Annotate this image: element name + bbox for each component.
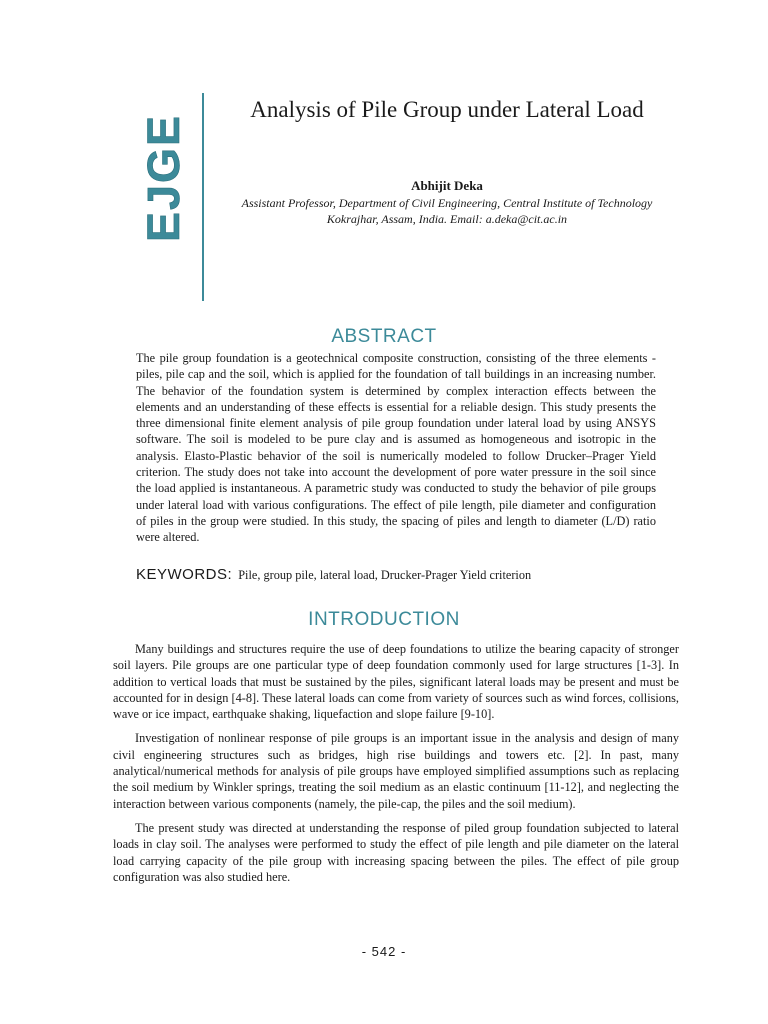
introduction-paragraph: Investigation of nonlinear response of pile groups is an important issue in the analysis and design of many civil engineering structures such as bridges, high rise buildings and towers etc. [2]. In past, many analytical/numerical methods for analysis of pile groups have employed simplified assumptions such as replacing the soil medium by Winkler springs, treating the soil medium as an elastic continuum [11-12], and neglecting the interaction between various components (namely, the pile-cap, the piles and the soil medium). bbox=[113, 731, 679, 811]
header-divider bbox=[202, 93, 204, 301]
introduction-paragraph: The present study was directed at understanding the response of piled group foundation subjected to lateral loads in clay soil. The analyses were performed to study the effect of pile length and pile diameter on the lateral load carrying capacity of the pile group with increasing spacing between the piles. The effect of pile group configuration was also studied here. bbox=[113, 820, 679, 884]
paper-title: Analysis of Pile Group under Lateral Load bbox=[250, 97, 644, 122]
journal-logo bbox=[142, 96, 192, 244]
introduction-heading: INTRODUCTION bbox=[308, 609, 460, 630]
author-name: Abhijit Deka bbox=[411, 178, 483, 193]
abstract-heading: ABSTRACT bbox=[331, 326, 437, 347]
introduction-paragraph: Many buildings and structures require the use of deep foundations to utilize the bearing capacity of stronger soil layers. Pile groups are one particular type of deep foundation commonly used for large structures [1-3]. In addition to vertical loads that must be sustained by the piles, significant lateral loads may be present and must be accounted for in design [4-8]. These lateral loads can come from variety of sources such as wind forces, collisions, wave or ice impact, earthquake shaking, liquefaction and slope failure [9-10]. bbox=[113, 642, 679, 722]
svg-text:EJGE: EJGE bbox=[142, 113, 189, 242]
abstract-body: The pile group foundation is a geotechnical composite construction, consisting of the three elements - piles, pile cap and the soil, which is applied for the foundation of tall buildings in an increasing number. The behavior of the foundation system is determined by complex interaction effects between the elements and an understanding of these effects is essential for a reliable design. This study presents the three dimensional finite element analysis of pile group foundation under lateral load by using ANSYS software. The soil is modeled to be pure clay and is assumed as homogeneous and isotropic in the analysis. Elasto-Plastic behavior of the soil is numerically modeled to follow Drucker–Prager Yield criterion. The study does not take into account the development of pore water pressure in the soil since the load applied is instantaneous. A parametric study was conducted to study the behavior of pile groups under lateral load with various configurations. The effect of pile length, pile diameter and configuration of piles in the group were studied. In this study, the spacing of piles and length to diameter (L/D) ratio were altered. bbox=[136, 351, 656, 545]
keywords-text: Pile, group pile, lateral load, Drucker-Prager Yield criterion bbox=[238, 568, 532, 582]
page-number: - 542 - bbox=[361, 944, 407, 959]
keywords-label: KEYWORDS: bbox=[136, 566, 233, 583]
author-affiliation: Assistant Professor, Department of Civil Engineering, Central Institute of Technology Kokrajhar, Assam, India. Email: a.deka@cit.ac.in bbox=[241, 196, 653, 226]
keywords-line bbox=[136, 565, 676, 585]
introduction-body bbox=[113, 641, 679, 893]
